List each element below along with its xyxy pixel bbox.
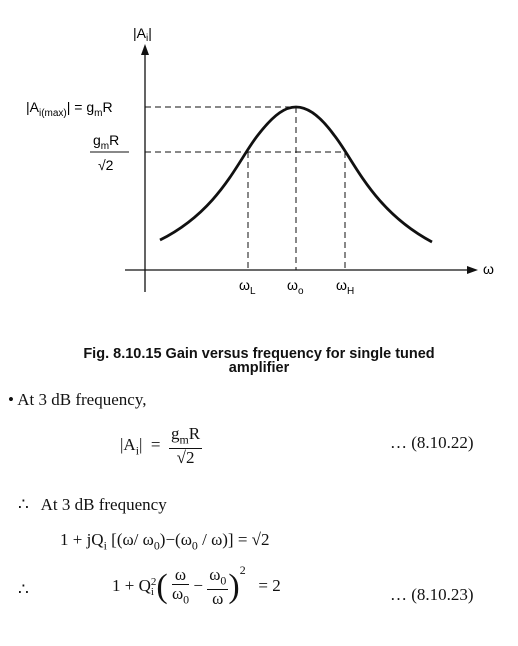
bullet-text: At 3 dB frequency, xyxy=(17,390,147,409)
amax-label: $|A_{i(max)}| = g_mR$ xyxy=(26,99,113,119)
tick-label-omega-o: $\omega_o$ xyxy=(287,277,304,297)
therefore-line xyxy=(18,495,167,515)
figure-caption-line-2: amplifier xyxy=(228,360,290,376)
equation-jq: $1 + jQ_i$ [(ω/ $\omega_0)-(\omega_0 / \omega)] = √2$ xyxy=(60,530,270,553)
equation-number-8-10-22: … (8.10.22) xyxy=(390,433,474,452)
svg-text:gmR: $g_mR$ xyxy=(93,132,120,152)
equation-8-10-23: 1 + Q 2 i ( $\frac{\omega}{\omega_0}$ − $\frac{\omega_0}{\omega}$ )$^2$ = 2 xyxy=(112,563,281,609)
eq3-fraction-1: $\frac{\omega}{\omega_0}$ xyxy=(171,565,190,607)
figure-caption-line-1: Fig. 8.10.15 Gain versus frequency for single tuned xyxy=(83,346,435,362)
x-axis-label: ω xyxy=(483,261,494,277)
bullet-line xyxy=(8,390,146,410)
therefore-symbol-2: ∴ xyxy=(18,580,29,599)
equation-number-8-10-23: … (8.10.23) xyxy=(390,585,474,604)
tick-label-omega-l: $\omega_L$ xyxy=(239,277,256,297)
svg-text:√2: √2 xyxy=(98,157,114,173)
therefore-text: At 3 dB frequency xyxy=(40,495,167,514)
bullet: • xyxy=(8,390,14,409)
y-axis-arrow xyxy=(141,44,149,55)
therefore-symbol: ∴ xyxy=(18,495,29,514)
eq1-fraction: $\frac{g_mR}{√2}$ xyxy=(171,424,201,468)
gain-frequency-figure xyxy=(0,0,518,300)
y-axis-label: $|A_i|$ xyxy=(133,25,152,44)
equation-8-10-22: $|A_i|$ = $\frac{g_mR}{√2}$ xyxy=(120,424,201,468)
tick-label-omega-h: $\omega_H$ xyxy=(336,277,355,297)
eq3-fraction-2: $\frac{\omega_0}{\omega}$ xyxy=(209,565,227,609)
x-axis-arrow xyxy=(467,266,478,274)
half-power-label xyxy=(90,132,129,173)
